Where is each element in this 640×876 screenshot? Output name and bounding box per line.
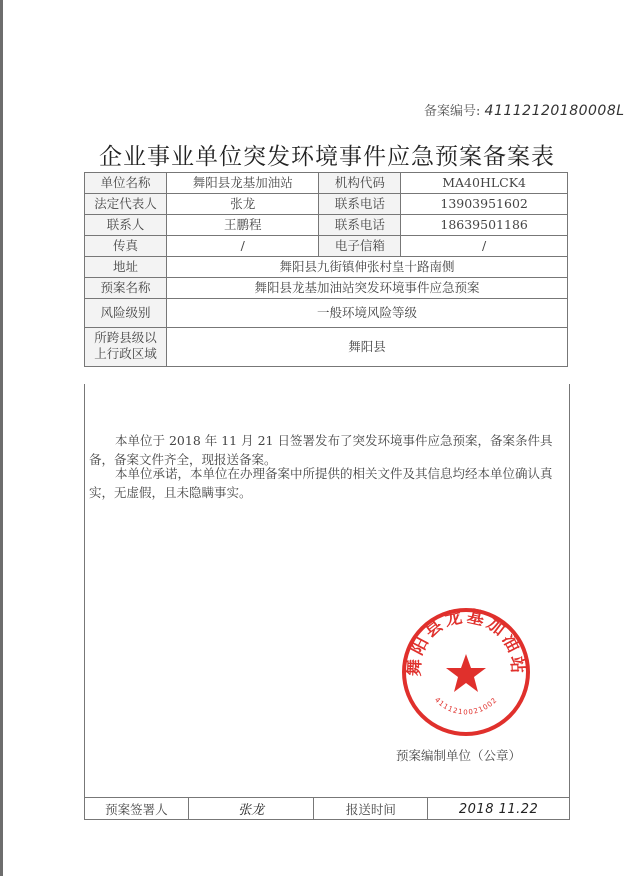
email-label: 电子信箱 — [319, 236, 401, 257]
org-code-value: MA40HLCK4 — [401, 173, 568, 194]
scan-edge — [0, 0, 3, 876]
legal-rep-label: 法定代表人 — [85, 194, 167, 215]
region-label — [85, 328, 167, 367]
address-value: 舞阳县九街镇伸张村皇十路南侧 — [166, 257, 567, 278]
plan-name-value: 舞阳县龙基加油站突发环境事件应急预案 — [166, 278, 567, 299]
submit-time-label: 报送时间 — [314, 798, 428, 820]
submit-time-value — [428, 798, 570, 820]
document-title: 企业事业单位突发环境事件应急预案备案表 — [99, 144, 555, 170]
statement-paragraph-2: 本单位承诺，本单位在办理备案中所提供的相关文件及其信息均经本单位确认真实，无虚假，且未隐瞒事实。 — [89, 466, 553, 500]
record-number — [424, 100, 625, 119]
official-seal — [400, 606, 532, 742]
footer-table — [84, 797, 570, 820]
submit-time-text: 2018 11.22 — [458, 801, 539, 817]
seal-caption: 预案编制单位（公章） — [396, 748, 522, 763]
contact-label: 联系人 — [85, 215, 167, 236]
unit-name-value: 舞阳县龙基加油站 — [166, 173, 319, 194]
seal-graphic — [400, 606, 532, 738]
seal-star-icon — [446, 654, 486, 692]
region-value: 舞阳县 — [166, 328, 567, 367]
record-number-value: 41112120180008L — [484, 103, 625, 119]
legal-rep-phone-label: 联系电话 — [319, 194, 401, 215]
seal-number: 4111210021002 — [432, 695, 500, 717]
org-code-label: 机构代码 — [319, 173, 401, 194]
registration-form-table — [84, 172, 568, 367]
statement-paragraph-1: 本单位于 2018 年 11 月 21 日签署发布了突发环境事件应急预案，备案条件具备，备案文件齐全，现报送备案。 — [89, 433, 553, 467]
fax-value: / — [166, 236, 319, 257]
signer-label: 预案签署人 — [85, 798, 189, 820]
fax-label: 传真 — [85, 236, 167, 257]
signer-signature — [188, 798, 314, 820]
email-value: / — [401, 236, 568, 257]
contact-phone-value: 18639501186 — [401, 215, 568, 236]
record-number-label: 备案编号: — [424, 104, 481, 119]
address-label: 地址 — [85, 257, 167, 278]
unit-name-label: 单位名称 — [85, 173, 167, 194]
region-label-text: 所跨县级以上行政区域 — [94, 330, 157, 361]
contact-value: 王鹏程 — [166, 215, 319, 236]
contact-phone-label: 联系电话 — [319, 215, 401, 236]
legal-rep-value: 张龙 — [166, 194, 319, 215]
risk-level-label: 风险级别 — [85, 299, 167, 328]
risk-level-value: 一般环境风险等级 — [166, 299, 567, 328]
legal-rep-phone-value: 13903951602 — [401, 194, 568, 215]
signer-signature-text: 张龙 — [238, 803, 265, 818]
plan-name-label: 预案名称 — [85, 278, 167, 299]
seal-text: 舞阳县龙基加油站 — [404, 606, 528, 677]
